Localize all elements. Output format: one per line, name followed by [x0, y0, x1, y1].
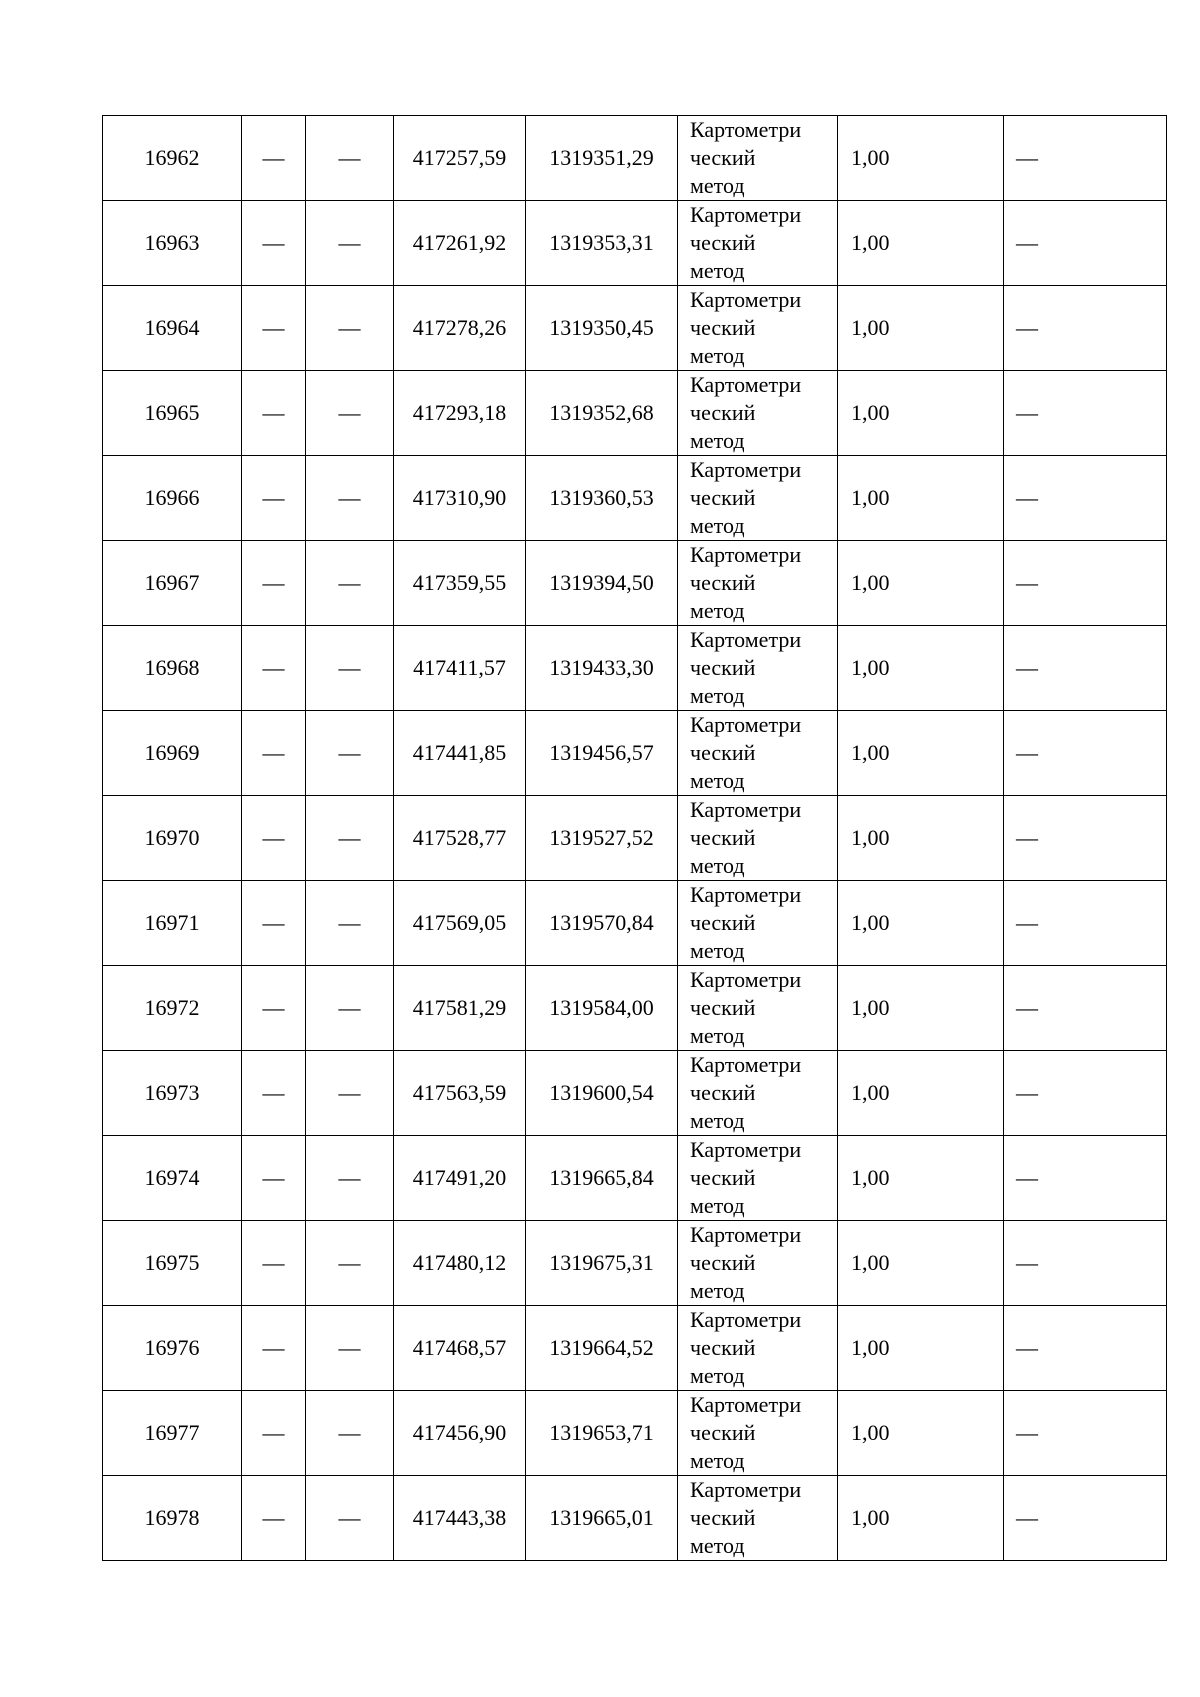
point-number-cell: 16972: [103, 966, 242, 1051]
table-row: [103, 966, 1167, 1051]
x-coordinate-cell: 417441,85: [394, 711, 526, 796]
x-coordinate-cell: 417468,57: [394, 1306, 526, 1391]
empty-value-cell: —: [306, 201, 394, 286]
method-cell: Картометри ческий метод: [678, 1051, 838, 1136]
accuracy-cell: 1,00: [838, 1391, 1004, 1476]
empty-value-cell: —: [242, 541, 306, 626]
note-cell: —: [1004, 456, 1167, 541]
table-row: [103, 626, 1167, 711]
x-coordinate-cell: 417581,29: [394, 966, 526, 1051]
method-cell: Картометри ческий метод: [678, 626, 838, 711]
coordinates-table-body: [103, 116, 1167, 1561]
y-coordinate-cell: 1319456,57: [526, 711, 678, 796]
method-cell: Картометри ческий метод: [678, 881, 838, 966]
x-coordinate-cell: 417563,59: [394, 1051, 526, 1136]
note-cell: —: [1004, 1221, 1167, 1306]
x-coordinate-cell: 417480,12: [394, 1221, 526, 1306]
empty-value-cell: —: [242, 286, 306, 371]
empty-value-cell: —: [306, 881, 394, 966]
method-cell: Картометри ческий метод: [678, 1391, 838, 1476]
accuracy-cell: 1,00: [838, 1221, 1004, 1306]
note-cell: —: [1004, 626, 1167, 711]
empty-value-cell: —: [242, 1306, 306, 1391]
point-number-cell: 16975: [103, 1221, 242, 1306]
accuracy-cell: 1,00: [838, 1051, 1004, 1136]
note-cell: —: [1004, 286, 1167, 371]
y-coordinate-cell: 1319352,68: [526, 371, 678, 456]
x-coordinate-cell: 417443,38: [394, 1476, 526, 1561]
point-number-cell: 16965: [103, 371, 242, 456]
accuracy-cell: 1,00: [838, 286, 1004, 371]
table-row: [103, 456, 1167, 541]
empty-value-cell: —: [306, 541, 394, 626]
table-row: [103, 116, 1167, 201]
point-number-cell: 16969: [103, 711, 242, 796]
point-number-cell: 16970: [103, 796, 242, 881]
note-cell: —: [1004, 371, 1167, 456]
empty-value-cell: —: [242, 881, 306, 966]
empty-value-cell: —: [306, 116, 394, 201]
table-row: [103, 796, 1167, 881]
table-row: [103, 711, 1167, 796]
y-coordinate-cell: 1319600,54: [526, 1051, 678, 1136]
accuracy-cell: 1,00: [838, 626, 1004, 711]
empty-value-cell: —: [242, 796, 306, 881]
x-coordinate-cell: 417359,55: [394, 541, 526, 626]
note-cell: —: [1004, 116, 1167, 201]
method-cell: Картометри ческий метод: [678, 371, 838, 456]
point-number-cell: 16971: [103, 881, 242, 966]
method-cell: Картометри ческий метод: [678, 541, 838, 626]
empty-value-cell: —: [242, 1136, 306, 1221]
table-row: [103, 1476, 1167, 1561]
point-number-cell: 16978: [103, 1476, 242, 1561]
x-coordinate-cell: 417310,90: [394, 456, 526, 541]
accuracy-cell: 1,00: [838, 1306, 1004, 1391]
y-coordinate-cell: 1319433,30: [526, 626, 678, 711]
empty-value-cell: —: [242, 966, 306, 1051]
method-cell: Картометри ческий метод: [678, 116, 838, 201]
accuracy-cell: 1,00: [838, 796, 1004, 881]
table-row: [103, 1136, 1167, 1221]
y-coordinate-cell: 1319584,00: [526, 966, 678, 1051]
empty-value-cell: —: [306, 456, 394, 541]
table-row: [103, 881, 1167, 966]
x-coordinate-cell: 417491,20: [394, 1136, 526, 1221]
accuracy-cell: 1,00: [838, 541, 1004, 626]
table-row: [103, 1391, 1167, 1476]
coordinates-table: [102, 115, 1167, 1561]
note-cell: —: [1004, 1136, 1167, 1221]
y-coordinate-cell: 1319653,71: [526, 1391, 678, 1476]
accuracy-cell: 1,00: [838, 116, 1004, 201]
point-number-cell: 16962: [103, 116, 242, 201]
table-row: [103, 1051, 1167, 1136]
x-coordinate-cell: 417293,18: [394, 371, 526, 456]
y-coordinate-cell: 1319527,52: [526, 796, 678, 881]
empty-value-cell: —: [306, 796, 394, 881]
method-cell: Картометри ческий метод: [678, 1136, 838, 1221]
point-number-cell: 16963: [103, 201, 242, 286]
empty-value-cell: —: [242, 371, 306, 456]
table-row: [103, 286, 1167, 371]
point-number-cell: 16973: [103, 1051, 242, 1136]
method-cell: Картометри ческий метод: [678, 1306, 838, 1391]
point-number-cell: 16977: [103, 1391, 242, 1476]
point-number-cell: 16974: [103, 1136, 242, 1221]
table-row: [103, 1306, 1167, 1391]
empty-value-cell: —: [306, 711, 394, 796]
x-coordinate-cell: 417528,77: [394, 796, 526, 881]
empty-value-cell: —: [242, 1391, 306, 1476]
y-coordinate-cell: 1319351,29: [526, 116, 678, 201]
method-cell: Картометри ческий метод: [678, 286, 838, 371]
accuracy-cell: 1,00: [838, 1476, 1004, 1561]
point-number-cell: 16976: [103, 1306, 242, 1391]
empty-value-cell: —: [306, 1391, 394, 1476]
y-coordinate-cell: 1319353,31: [526, 201, 678, 286]
note-cell: —: [1004, 1476, 1167, 1561]
x-coordinate-cell: 417261,92: [394, 201, 526, 286]
y-coordinate-cell: 1319570,84: [526, 881, 678, 966]
method-cell: Картометри ческий метод: [678, 711, 838, 796]
note-cell: —: [1004, 541, 1167, 626]
empty-value-cell: —: [242, 201, 306, 286]
accuracy-cell: 1,00: [838, 881, 1004, 966]
accuracy-cell: 1,00: [838, 456, 1004, 541]
empty-value-cell: —: [306, 1306, 394, 1391]
x-coordinate-cell: 417257,59: [394, 116, 526, 201]
point-number-cell: 16966: [103, 456, 242, 541]
y-coordinate-cell: 1319675,31: [526, 1221, 678, 1306]
empty-value-cell: —: [242, 1221, 306, 1306]
y-coordinate-cell: 1319665,84: [526, 1136, 678, 1221]
x-coordinate-cell: 417411,57: [394, 626, 526, 711]
accuracy-cell: 1,00: [838, 371, 1004, 456]
empty-value-cell: —: [306, 1476, 394, 1561]
table-row: [103, 541, 1167, 626]
note-cell: —: [1004, 1391, 1167, 1476]
point-number-cell: 16964: [103, 286, 242, 371]
y-coordinate-cell: 1319350,45: [526, 286, 678, 371]
accuracy-cell: 1,00: [838, 201, 1004, 286]
method-cell: Картометри ческий метод: [678, 201, 838, 286]
y-coordinate-cell: 1319664,52: [526, 1306, 678, 1391]
method-cell: Картометри ческий метод: [678, 1221, 838, 1306]
empty-value-cell: —: [306, 1051, 394, 1136]
empty-value-cell: —: [242, 1051, 306, 1136]
x-coordinate-cell: 417569,05: [394, 881, 526, 966]
empty-value-cell: —: [242, 711, 306, 796]
point-number-cell: 16967: [103, 541, 242, 626]
x-coordinate-cell: 417456,90: [394, 1391, 526, 1476]
y-coordinate-cell: 1319394,50: [526, 541, 678, 626]
empty-value-cell: —: [306, 626, 394, 711]
empty-value-cell: —: [306, 286, 394, 371]
note-cell: —: [1004, 881, 1167, 966]
empty-value-cell: —: [306, 1136, 394, 1221]
empty-value-cell: —: [306, 1221, 394, 1306]
note-cell: —: [1004, 1306, 1167, 1391]
empty-value-cell: —: [306, 371, 394, 456]
table-row: [103, 1221, 1167, 1306]
x-coordinate-cell: 417278,26: [394, 286, 526, 371]
note-cell: —: [1004, 796, 1167, 881]
empty-value-cell: —: [242, 626, 306, 711]
empty-value-cell: —: [242, 1476, 306, 1561]
method-cell: Картометри ческий метод: [678, 796, 838, 881]
note-cell: —: [1004, 966, 1167, 1051]
table-row: [103, 371, 1167, 456]
method-cell: Картометри ческий метод: [678, 456, 838, 541]
empty-value-cell: —: [242, 116, 306, 201]
accuracy-cell: 1,00: [838, 966, 1004, 1051]
accuracy-cell: 1,00: [838, 1136, 1004, 1221]
accuracy-cell: 1,00: [838, 711, 1004, 796]
empty-value-cell: —: [242, 456, 306, 541]
y-coordinate-cell: 1319665,01: [526, 1476, 678, 1561]
point-number-cell: 16968: [103, 626, 242, 711]
table-row: [103, 201, 1167, 286]
y-coordinate-cell: 1319360,53: [526, 456, 678, 541]
empty-value-cell: —: [306, 966, 394, 1051]
note-cell: —: [1004, 711, 1167, 796]
method-cell: Картометри ческий метод: [678, 1476, 838, 1561]
note-cell: —: [1004, 1051, 1167, 1136]
note-cell: —: [1004, 201, 1167, 286]
method-cell: Картометри ческий метод: [678, 966, 838, 1051]
